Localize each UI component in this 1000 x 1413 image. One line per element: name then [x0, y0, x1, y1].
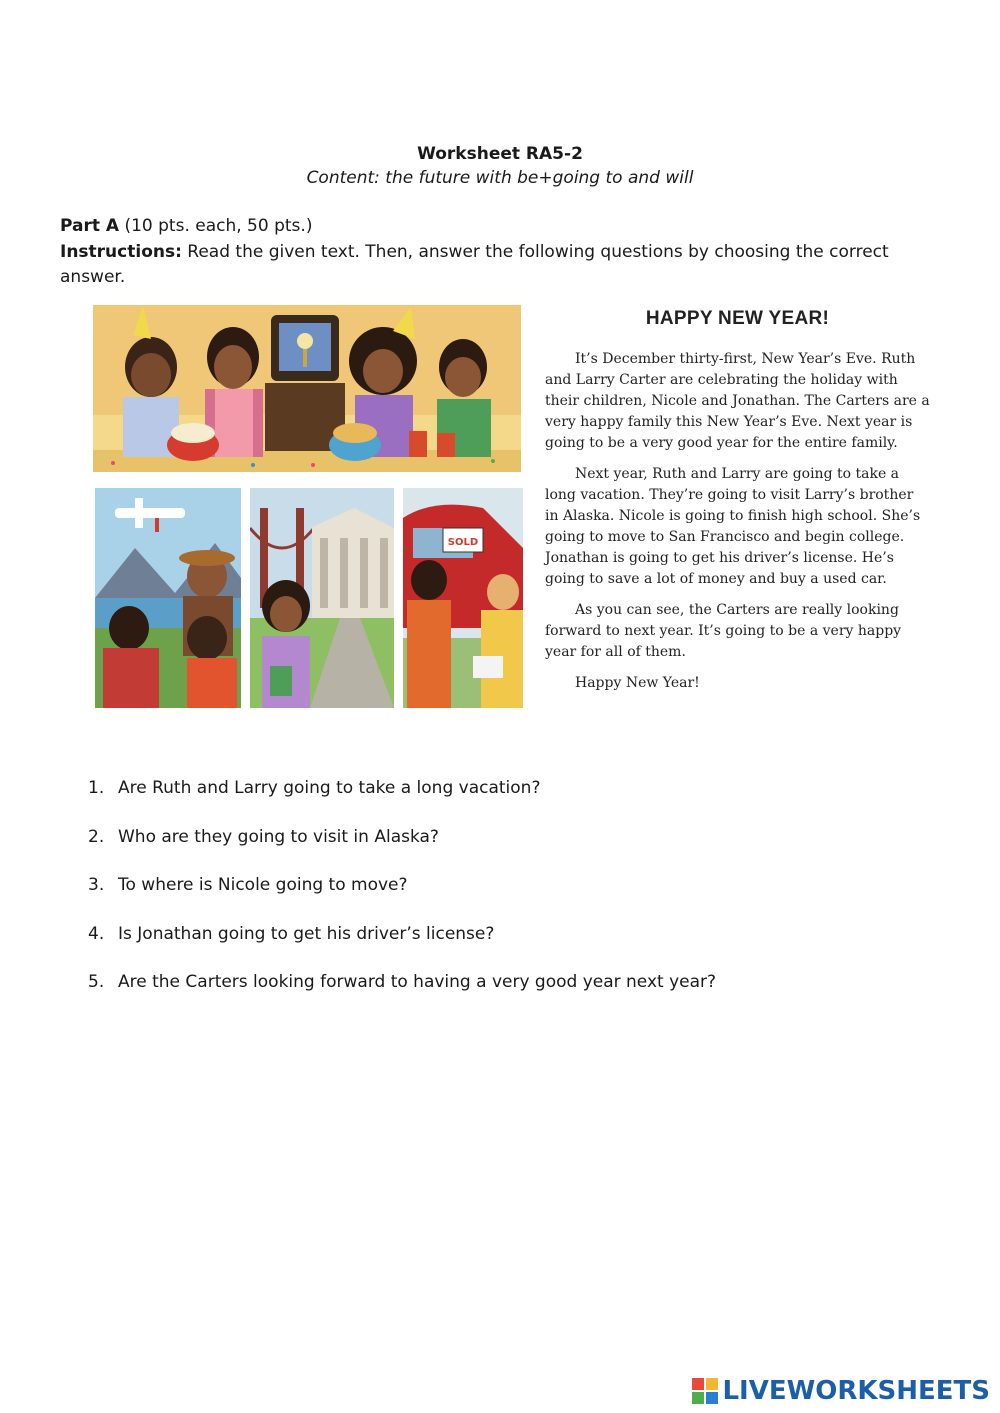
- san-francisco-illustration: [250, 488, 394, 708]
- question-text: Are the Carters looking forward to having a very good year next year?: [118, 972, 717, 992]
- question-number: 1.: [88, 778, 105, 798]
- instructions-text: Read the given text. Then, answer the following questions by choosing the correct answer.: [60, 242, 889, 287]
- party-illustration: [93, 305, 521, 472]
- part-label: Part A: [60, 216, 120, 236]
- question-text: Who are they going to visit in Alaska?: [118, 826, 439, 847]
- question-number: 4.: [88, 923, 105, 944]
- story-text: [545, 308, 930, 704]
- worksheet-title: Worksheet RA5-2: [417, 144, 583, 164]
- question-item: [88, 778, 716, 827]
- question-text: Is Jonathan going to get his driver’s license?: [118, 923, 495, 944]
- question-item: [88, 972, 716, 1021]
- instructions-label: Instructions:: [60, 242, 182, 262]
- story-closing: Happy New Year!: [575, 675, 700, 691]
- question-text: Are Ruth and Larry going to take a long vacation?: [118, 778, 541, 798]
- story-paragraph: As you can see, the Carters are really looking forward to next year. It’s going to be a very happy year for all of them.: [545, 602, 902, 660]
- question-item: [88, 875, 716, 924]
- part-points: (10 pts. each, 50 pts.): [119, 216, 313, 236]
- question-number: 5.: [88, 972, 105, 992]
- part-heading: [60, 216, 312, 236]
- question-item: [88, 827, 716, 876]
- sold-sign-text: SOLD: [447, 537, 479, 548]
- worksheet-subtitle: Content: the future with be+going to and will: [306, 168, 694, 188]
- story-title: HAPPY NEW YEAR!: [645, 308, 830, 329]
- story-paragraph: It’s December thirty-first, New Year’s Eve. Ruth and Larry Carter are celebrating the holiday with their children, Nicole and Jonathan. The Carters are a very happy family this New Year’s Eve. Next year is going to be a very good year for the entire family.: [545, 351, 930, 451]
- question-item: [88, 924, 716, 973]
- question-number: 2.: [88, 826, 105, 847]
- question-text: To where is Nicole going to move?: [118, 875, 408, 895]
- instructions: [60, 240, 910, 290]
- story-paragraph: Next year, Ruth and Larry are going to take a long vacation. They’re going to visit Larry’s brother in Alaska. Nicole is going to finish high school. She’s going to move to San Francisco and begin college. Jonathan is going to get his driver’s license. He’s going to save a lot of money and buy a used car.: [545, 466, 921, 587]
- question-number: 3.: [88, 875, 105, 895]
- liveworksheets-logo[interactable]: [692, 1376, 990, 1406]
- used-car-illustration: [403, 488, 523, 708]
- question-list: [88, 778, 716, 1021]
- liveworksheets-logo-icon: [692, 1378, 718, 1404]
- logo-text: LIVEWORKSHEETS: [722, 1376, 990, 1406]
- alaska-illustration: [95, 488, 241, 708]
